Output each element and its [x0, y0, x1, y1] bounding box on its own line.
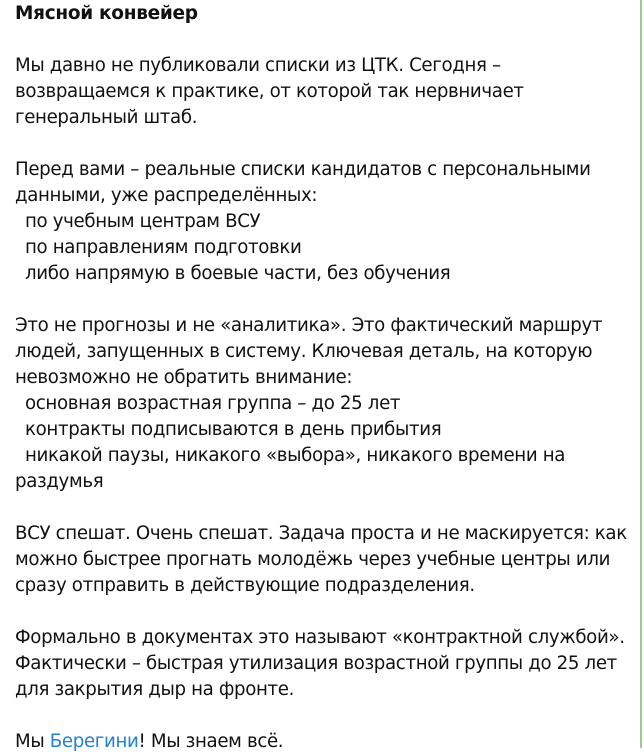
list-item: по направлениям подготовки	[25, 237, 302, 258]
list-item: по учебным центрам ВСУ	[25, 211, 261, 232]
signature	[15, 729, 640, 755]
text-line: можно быстрее прогнать молодёжь через учебные центры или	[15, 549, 611, 570]
signature-line	[15, 729, 640, 755]
text-line: Перед вами – реальные списки кандидатов с персональными	[15, 159, 591, 180]
signature-prefix: Мы	[15, 731, 50, 752]
text-line: для закрытия дыр на фронте.	[15, 679, 295, 700]
paragraph-hurry	[15, 521, 640, 599]
paragraph-formal	[15, 625, 640, 703]
list-item: основная возрастная группа – до 25 лет	[25, 393, 401, 414]
list-item-continuation: раздумья	[15, 471, 104, 492]
text-line: Формально в документах это называют «контрактной службой».	[15, 627, 625, 648]
signature-suffix: ! Мы знаем всё.	[138, 731, 284, 752]
text-line: сразу отправить в действующие подразделения.	[15, 575, 475, 596]
paragraph-intro	[15, 53, 640, 131]
text-line: Фактически – быстрая утилизация возрастной группы до 25 лет	[15, 653, 617, 674]
list-item: либо напрямую в боевые части, без обучения	[25, 263, 451, 284]
list-item: контракты подписываются в день прибытия	[25, 419, 442, 440]
text-line: невозможно не обратить внимание:	[15, 367, 353, 388]
post-title: Мясной конвейер	[15, 3, 198, 24]
channel-link[interactable]: Берегини	[49, 731, 139, 752]
text-line: генеральный штаб.	[15, 107, 198, 128]
text-line: ВСУ спешат. Очень спешат. Задача проста и не маскируется: как	[15, 523, 627, 544]
text-line: данными, уже распределённых:	[15, 185, 318, 206]
text-line: Это не прогнозы и не «аналитика». Это фактический маршрут	[15, 315, 603, 336]
paragraph-lists	[15, 157, 640, 287]
text-line: возвращаемся к практике, от которой так нервничает	[15, 81, 524, 102]
paragraph-route	[15, 313, 640, 495]
text-line: Мы давно не публиковали списки из ЦТК. Сегодня –	[15, 55, 501, 76]
text-line: людей, запущенных в систему. Ключевая деталь, на которую	[15, 341, 593, 362]
list-item: никакой паузы, никакого «выбора», никакого времени на	[25, 445, 566, 466]
